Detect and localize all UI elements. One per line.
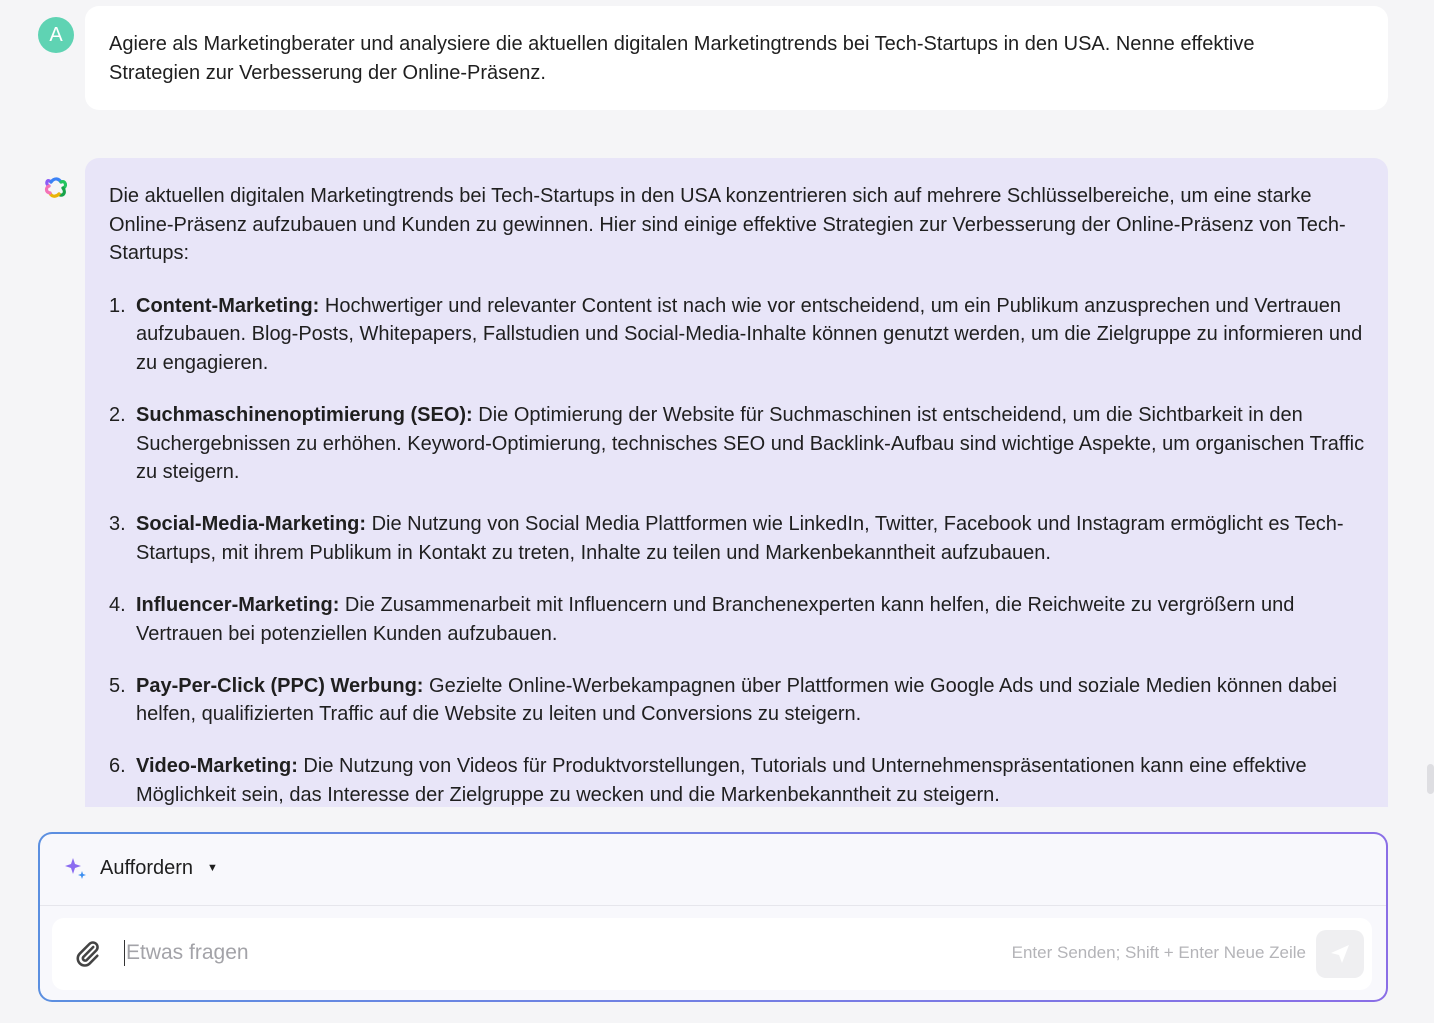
paperclip-icon[interactable] — [74, 940, 102, 968]
item-title: Video-Marketing: — [136, 755, 298, 778]
item-title: Content-Marketing: — [136, 294, 320, 317]
item-text: Gezielte Online-Werbekampagnen über Plattformen wie Google Ads und soziale Medien können dabei helfen, qualifizierten Traffic auf die Website zu leiten und Conversions zu steigern. — [136, 674, 1337, 726]
assistant-intro: Die aktuellen digitalen Marketingtrends bei Tech-Startups in den USA konzentrieren sich auf mehrere Schlüsselbereiche, um eine starke Online-Präsenz aufzubauen und Kunden zu gewinnen. Hier sind einige effektive Strategien zur Verbesserung der Online-Präsenz von Tech-Startups: — [109, 185, 1346, 265]
item-number: 6. — [109, 755, 126, 778]
assistant-message — [85, 158, 1388, 807]
item-text: Die Optimierung der Website für Suchmaschinen ist entscheidend, um die Sichtbarkeit in den Suchergebnissen zu erhöhen. Keyword-Optimierung, technisches SEO und Backlink-Aufbau sind wichtige Aspekte, um organischen Traffic zu steigern. — [136, 404, 1365, 484]
user-message — [85, 6, 1388, 110]
item-title: Social-Media-Marketing: — [136, 513, 367, 536]
item-text: Die Zusammenarbeit mit Influencern und Branchenexperten kann helfen, die Reichweite zu vergrößern und Vertrauen bei potenziellen Kunden aufzubauen. — [136, 594, 1295, 645]
mode-selector[interactable] — [64, 856, 218, 880]
composer — [38, 832, 1388, 1002]
item-number: 2. — [109, 404, 126, 427]
item-number: 1. — [109, 294, 126, 317]
scrollbar-thumb[interactable] — [1427, 764, 1434, 794]
user-avatar: A — [38, 17, 74, 53]
assistant-logo-icon — [43, 174, 69, 200]
mode-label: Auffordern — [100, 856, 194, 879]
send-button[interactable] — [1316, 930, 1364, 978]
keyboard-hint: Enter Senden; Shift + Enter Neue Zeile — [1011, 943, 1306, 962]
strategy-list — [109, 292, 1366, 807]
list-item — [109, 510, 1366, 567]
list-item — [109, 752, 1366, 807]
prompt-input[interactable] — [52, 918, 1372, 990]
chevron-down-icon: ▼ — [207, 862, 218, 874]
item-title: Influencer-Marketing: — [136, 594, 340, 617]
item-text: Die Nutzung von Videos für Produktvorstellungen, Tutorials und Unternehmenspräsentationen kann eine effektive Möglichkeit sein, das Interesse der Zielgruppe zu wecken und die Markenbekanntheit zu steigern. — [136, 755, 1307, 806]
send-icon — [1328, 942, 1352, 966]
prompt-placeholder: Etwas fragen — [126, 941, 249, 964]
divider — [40, 905, 1386, 906]
item-text: Hochwertiger und relevanter Content ist nach wie vor entscheidend, um ein Publikum anzusprechen und Vertrauen aufzubauen. Blog-Posts, Whitepapers, Fallstudien und Social-Media-Inhalte können genutzt werden, um die Zielgruppe zu informieren und zu engagieren. — [136, 294, 1363, 374]
item-title: Suchmaschinenoptimierung (SEO): — [136, 404, 473, 427]
sparkle-icon — [64, 856, 88, 880]
user-message-text: Agiere als Marketingberater und analysiere die aktuellen digitalen Marketingtrends bei Tech-Startups in den USA. Nenne effektive Strategien zur Verbesserung der Online-Präsenz. — [109, 33, 1255, 84]
list-item — [109, 672, 1366, 729]
item-text: Die Nutzung von Social Media Plattformen wie LinkedIn, Twitter, Facebook und Instagram ermöglicht es Tech-Startups, mit ihrem Publikum in Kontakt zu treten, Inhalte zu teilen und Markenbekanntheit aufzubauen. — [136, 513, 1344, 564]
item-title: Pay-Per-Click (PPC) Werbung: — [136, 674, 424, 697]
item-number: 5. — [109, 674, 126, 697]
list-item — [109, 401, 1366, 487]
item-number: 4. — [109, 594, 126, 617]
list-item — [109, 591, 1366, 648]
item-number: 3. — [109, 513, 126, 536]
list-item — [109, 292, 1366, 378]
